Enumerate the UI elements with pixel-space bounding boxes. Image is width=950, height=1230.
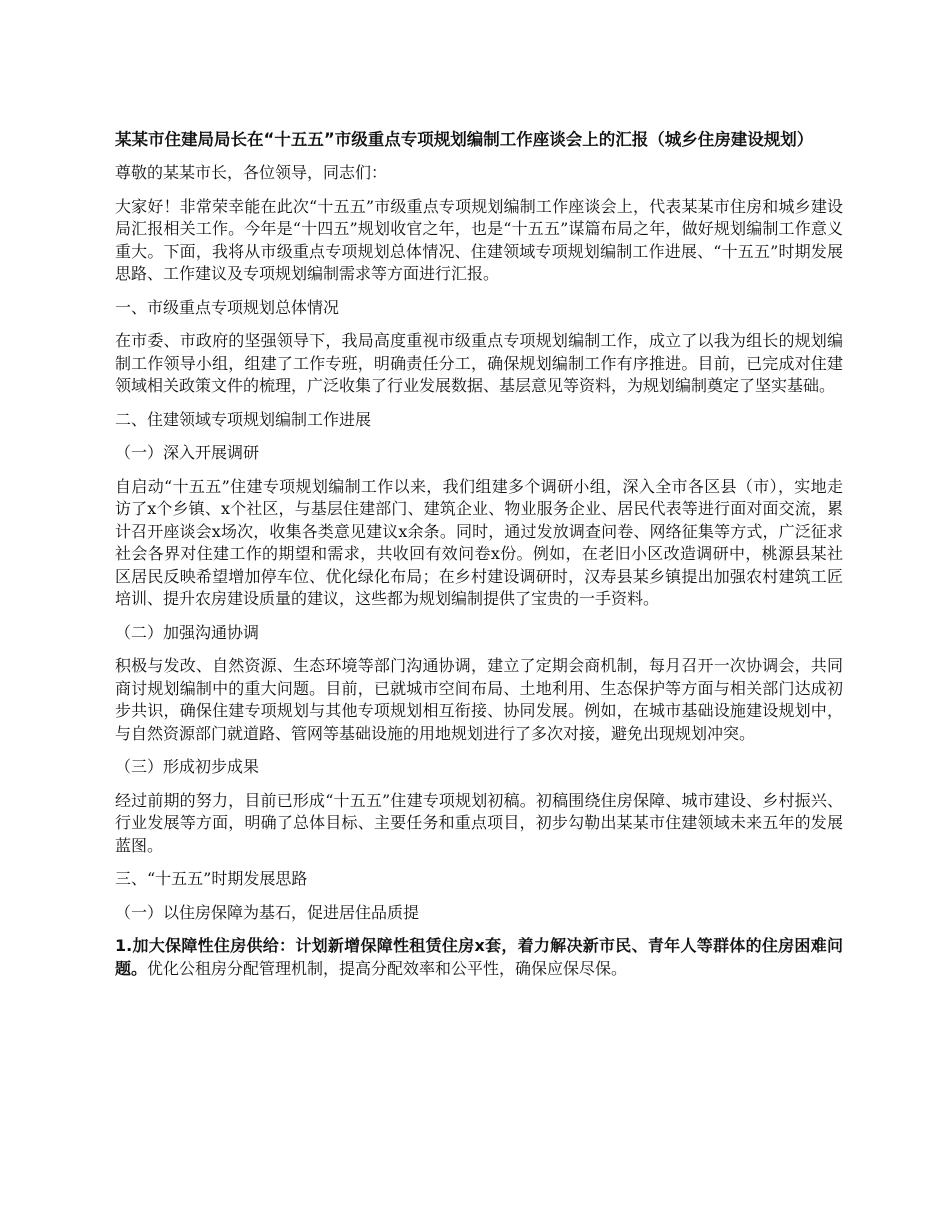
section-heading-1: 一、市级重点专项规划总体情况 xyxy=(115,297,340,317)
intro-paragraph: 大家好！非常荣幸能在此次“十五五”市级重点专项规划编制工作座谈会上，代表某某市住房和城乡建设局汇报相关工作。今年是“十四五”规划收官之年，也是“十五五”谋篇布局之年，做好规划编制工作意义重大。下面，我将从市级重点专项规划总体情况、住建领域专项规划编制工作进展、“十五五”时期发展思路、工作建议及专项规划编制需求等方面进行汇报。 xyxy=(115,196,843,283)
subsection-heading-3-1: （一）以住房保障为基石，促进居住品质提 xyxy=(115,902,420,922)
document-title: 某某市住建局局长在“十五五”市级重点专项规划编制工作座谈会上的汇报（城乡住房建设规划） xyxy=(115,130,814,149)
subsection-2-2-body: 积极与发改、自然资源、生态环境等部门沟通协调，建立了定期会商机制，每月召开一次协调会，共同商讨规划编制中的重大问题。目前，已就城市空间布局、土地利用、生态保护等方面与相关部门达成初步共识，确保住建专项规划与其他专项规划相互衔接、协同发展。例如，在城市基础设施建设规划中，与自然资源部门就道路、管网等基础设施的用地规划进行了多次对接，避免出现规划冲突。 xyxy=(115,656,843,743)
list-item-1 xyxy=(115,935,843,980)
list-item-1-text: 优化公租房分配管理机制，提高分配效率和公平性，确保应保尽保。 xyxy=(147,958,628,978)
section-heading-2: 二、住建领域专项规划编制工作进展 xyxy=(115,409,372,429)
greeting: 尊敬的某某市长，各位领导，同志们： xyxy=(115,163,388,182)
subsection-heading-2-1: （一）深入开展调研 xyxy=(115,443,260,462)
subsection-heading-2-2: （二）加强沟通协调 xyxy=(115,622,260,642)
subsection-2-1-body: 自启动“十五五”住建专项规划编制工作以来，我们组建多个调研小组，深入全市各区县（市），实地走访了x个乡镇、x个社区，与基层住建部门、建筑企业、物业服务企业、居民代表等进行面对面交流，累计召开座谈会x场次，收集各类意见建议x余条。同时，通过发放调查问卷、网络征集等方式，广泛征求社会各界对住建工作的期望和需求，共收回有效问卷x份。例如，在老旧小区改造调研中，桃源县某社区居民反映希望增加停车位、优化绿化布局；在乡村建设调研时，汉寿县某乡镇提出加强农村建筑工匠培训、提升农房建设质量的建议，这些都为规划编制提供了宝贵的一手资料。 xyxy=(115,476,843,608)
section-heading-3: 三、“十五五”时期发展思路 xyxy=(115,869,308,888)
section-1-body: 在市委、市政府的坚强领导下，我局高度重视市级重点专项规划编制工作，成立了以我为组长的规划编制工作领导小组，组建了工作专班，明确责任分工，确保规划编制工作有序推进。目前，已完成对住建领域相关政策文件的梳理，广泛收集了行业发展数据、基层意见等资料，为规划编制奠定了坚实基础。 xyxy=(115,331,843,395)
list-item-1-lead: 1.加大保障性住房供给：计划新增保障性租赁住房x套，着力解决新市民、青年人等群体的住房困难问题。 xyxy=(115,936,843,978)
subsection-heading-2-3: （三）形成初步成果 xyxy=(115,757,260,776)
document-page xyxy=(115,128,843,991)
subsection-2-3-body: 经过前期的努力，目前已形成“十五五”住建专项规划初稿。初稿围绕住房保障、城市建设、乡村振兴、行业发展等方面，明确了总体目标、主要任务和重点项目，初步勾勒出某某市住建领域未来五年的发展蓝图。 xyxy=(115,790,843,855)
